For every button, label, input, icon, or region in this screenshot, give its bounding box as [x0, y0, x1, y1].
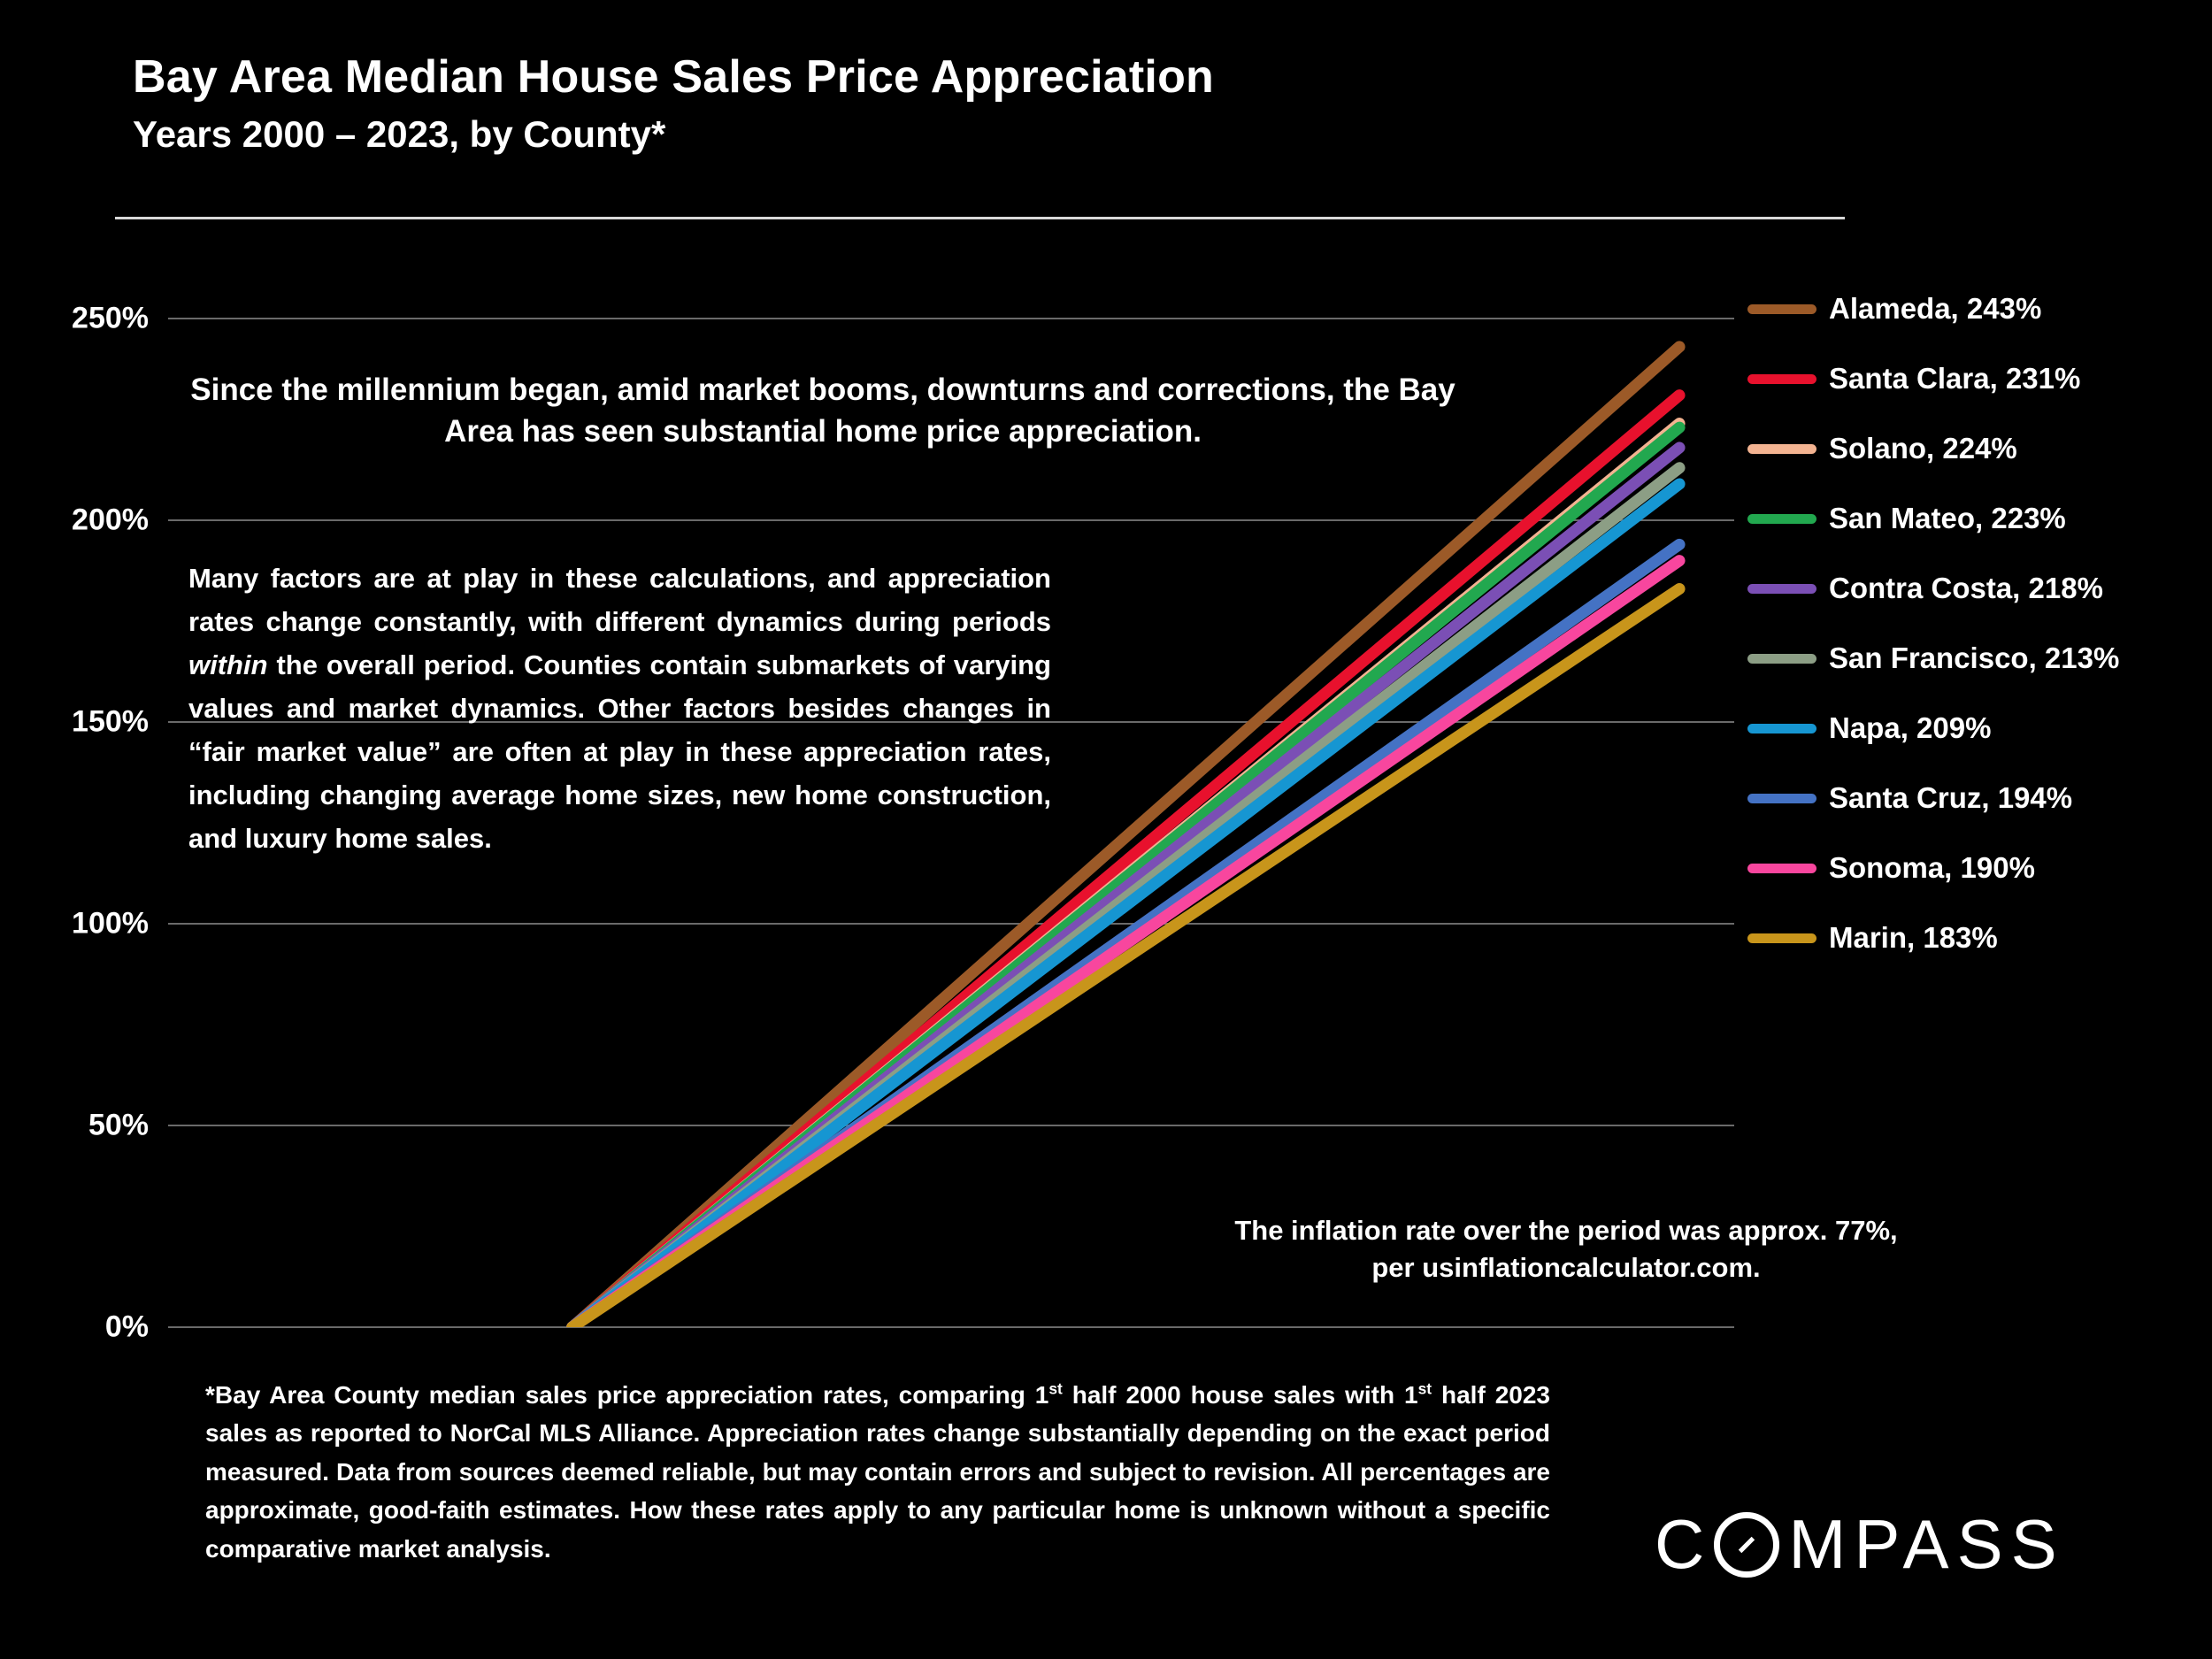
- footnote-sup2: st: [1417, 1379, 1432, 1398]
- footnote-part1: *Bay Area County median sales price appreciation rates, comparing 1: [205, 1381, 1049, 1409]
- legend-color-swatch: [1747, 933, 1816, 943]
- legend-color-swatch: [1747, 584, 1816, 594]
- legend-item-label: San Mateo, 223%: [1829, 502, 2066, 534]
- y-axis-tick-label: 200%: [72, 503, 149, 537]
- body-callout: [188, 557, 1051, 861]
- lead-callout: Since the millennium began, amid market booms, downturns and corrections, the Bay Area has seen substantial home price appreciation.: [190, 373, 1455, 449]
- legend-item-label: Alameda, 243%: [1829, 292, 2042, 325]
- legend-item[interactable]: [1747, 851, 2035, 885]
- legend-color-swatch: [1747, 374, 1816, 384]
- legend-item[interactable]: [1747, 362, 2080, 396]
- body-callout-emphasis: within: [188, 649, 268, 680]
- legend-item-label: San Francisco, 213%: [1829, 641, 2120, 674]
- legend-item[interactable]: [1747, 921, 1998, 955]
- legend-item-label: Contra Costa, 218%: [1829, 572, 2103, 604]
- logo-letter-c: C: [1655, 1505, 1713, 1583]
- legend-color-swatch: [1747, 724, 1816, 733]
- y-axis-tick-label: 100%: [72, 906, 149, 941]
- legend-color-swatch: [1747, 794, 1816, 803]
- logo-o-icon: [1714, 1512, 1779, 1578]
- legend-color-swatch: [1747, 304, 1816, 314]
- body-callout-part1: Many factors are at play in these calculations, and appreciation rates change constantly, with different dynamics during periods: [188, 563, 1051, 637]
- footnote-part2: half 2000 house sales with 1: [1062, 1381, 1418, 1409]
- legend-item-label: Sonoma, 190%: [1829, 851, 2035, 884]
- y-axis-tick-label: 150%: [72, 704, 149, 739]
- y-axis-tick-label: 250%: [72, 301, 149, 335]
- legend-item-label: Marin, 183%: [1829, 921, 1998, 954]
- legend-item-label: Solano, 224%: [1829, 432, 2017, 465]
- legend-color-swatch: [1747, 444, 1816, 454]
- legend-item[interactable]: [1747, 572, 2103, 605]
- legend-item[interactable]: [1747, 781, 2072, 815]
- logo-letters: MPASS: [1788, 1505, 2065, 1583]
- legend-item-label: Santa Clara, 231%: [1829, 362, 2081, 395]
- legend-item[interactable]: [1747, 711, 1991, 745]
- y-axis-tick-label: 50%: [88, 1108, 149, 1142]
- legend-item[interactable]: [1747, 292, 2041, 326]
- page-title: Bay Area Median House Sales Price Appreciation: [133, 51, 1215, 103]
- header-divider: [115, 217, 1845, 219]
- legend-color-swatch: [1747, 654, 1816, 664]
- page-subtitle: Years 2000 – 2023, by County*: [133, 113, 666, 156]
- legend-color-swatch: [1747, 514, 1816, 524]
- legend-item-label: Santa Cruz, 194%: [1829, 781, 2073, 814]
- footnote-sup1: st: [1048, 1379, 1063, 1398]
- legend-item-label: Napa, 209%: [1829, 711, 1992, 744]
- inflation-note: The inflation rate over the period was approx. 77%, per usinflationcalculator.com.: [1234, 1215, 1898, 1283]
- compass-logo: [1655, 1504, 2065, 1585]
- legend-item[interactable]: [1747, 641, 2119, 675]
- body-callout-part2: the overall period. Counties contain submarkets of varying values and market dynamics. Other factors besides changes in “fair market value” are often at play in these appreciation rates, including changing average home sizes, new home construction, and luxury home sales.: [188, 649, 1051, 854]
- header: [133, 51, 1214, 156]
- legend-item[interactable]: [1747, 502, 2066, 535]
- legend-item[interactable]: [1747, 432, 2017, 465]
- footnote: [205, 1376, 1550, 1568]
- legend-color-swatch: [1747, 864, 1816, 873]
- y-axis-tick-label: 0%: [104, 1310, 149, 1344]
- footnote-part3: half 2023 sales as reported to NorCal MLS Alliance. Appreciation rates change substantially depending on the exact period measured. Data from sources deemed reliable, but may contain errors and subject to revision. All percentages are approximate, good-faith estimates. How these rates apply to any particular home is unknown without a specific comparative market analysis.: [205, 1381, 1551, 1563]
